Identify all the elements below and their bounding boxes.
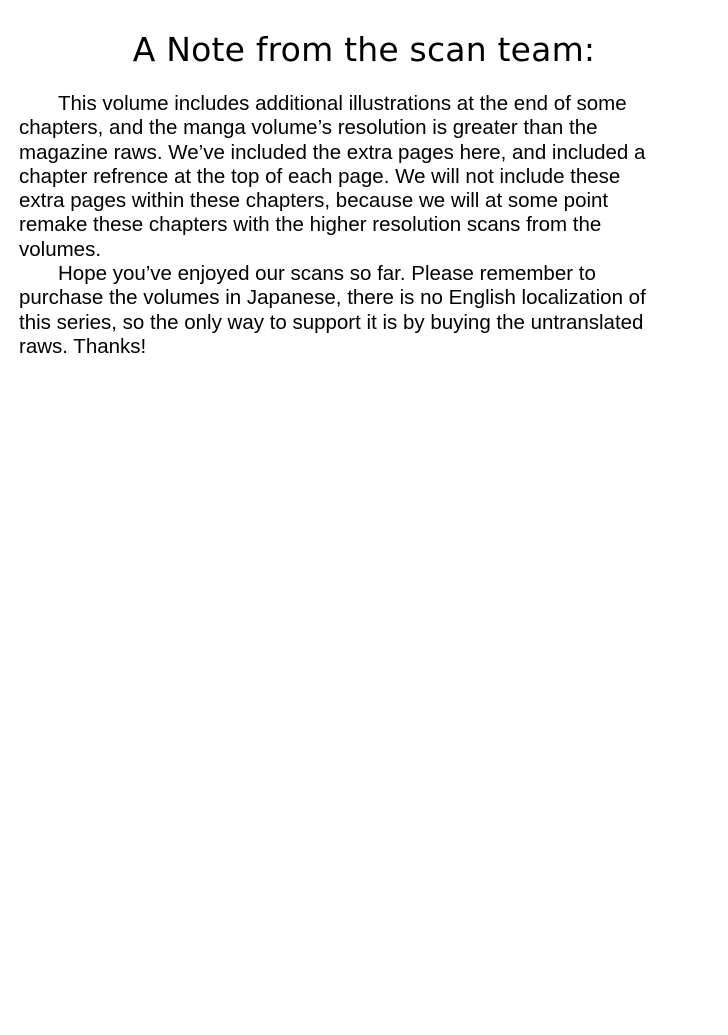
paragraph-support-request xyxy=(19,262,711,359)
text-line: volumes. xyxy=(19,237,102,261)
text-line: purchase the volumes in Japanese, there is no English localization of xyxy=(19,286,646,310)
text-line: This volume includes additional illustrations at the end of some xyxy=(58,92,627,115)
text-line: remake these chapters with the higher resolution scans from the xyxy=(19,213,602,237)
text-line: magazine raws. We’ve included the extra pages here, and included a xyxy=(19,140,646,164)
text-line: raws. Thanks! xyxy=(19,334,147,358)
note-body xyxy=(19,92,711,359)
paragraph-volume-info xyxy=(19,92,711,262)
text-line: chapter refrence at the top of each page. We will not include these xyxy=(19,164,621,188)
text-line: extra pages within these chapters, because we will at some point xyxy=(19,189,609,213)
text-line: this series, so the only way to support it is by buying the untranslated xyxy=(19,310,644,334)
text-line: chapters, and the manga volume’s resolution is greater than the xyxy=(19,116,598,140)
page-title: A Note from the scan team: xyxy=(132,30,596,69)
text-line: Hope you’ve enjoyed our scans so far. Please remember to xyxy=(58,262,596,286)
